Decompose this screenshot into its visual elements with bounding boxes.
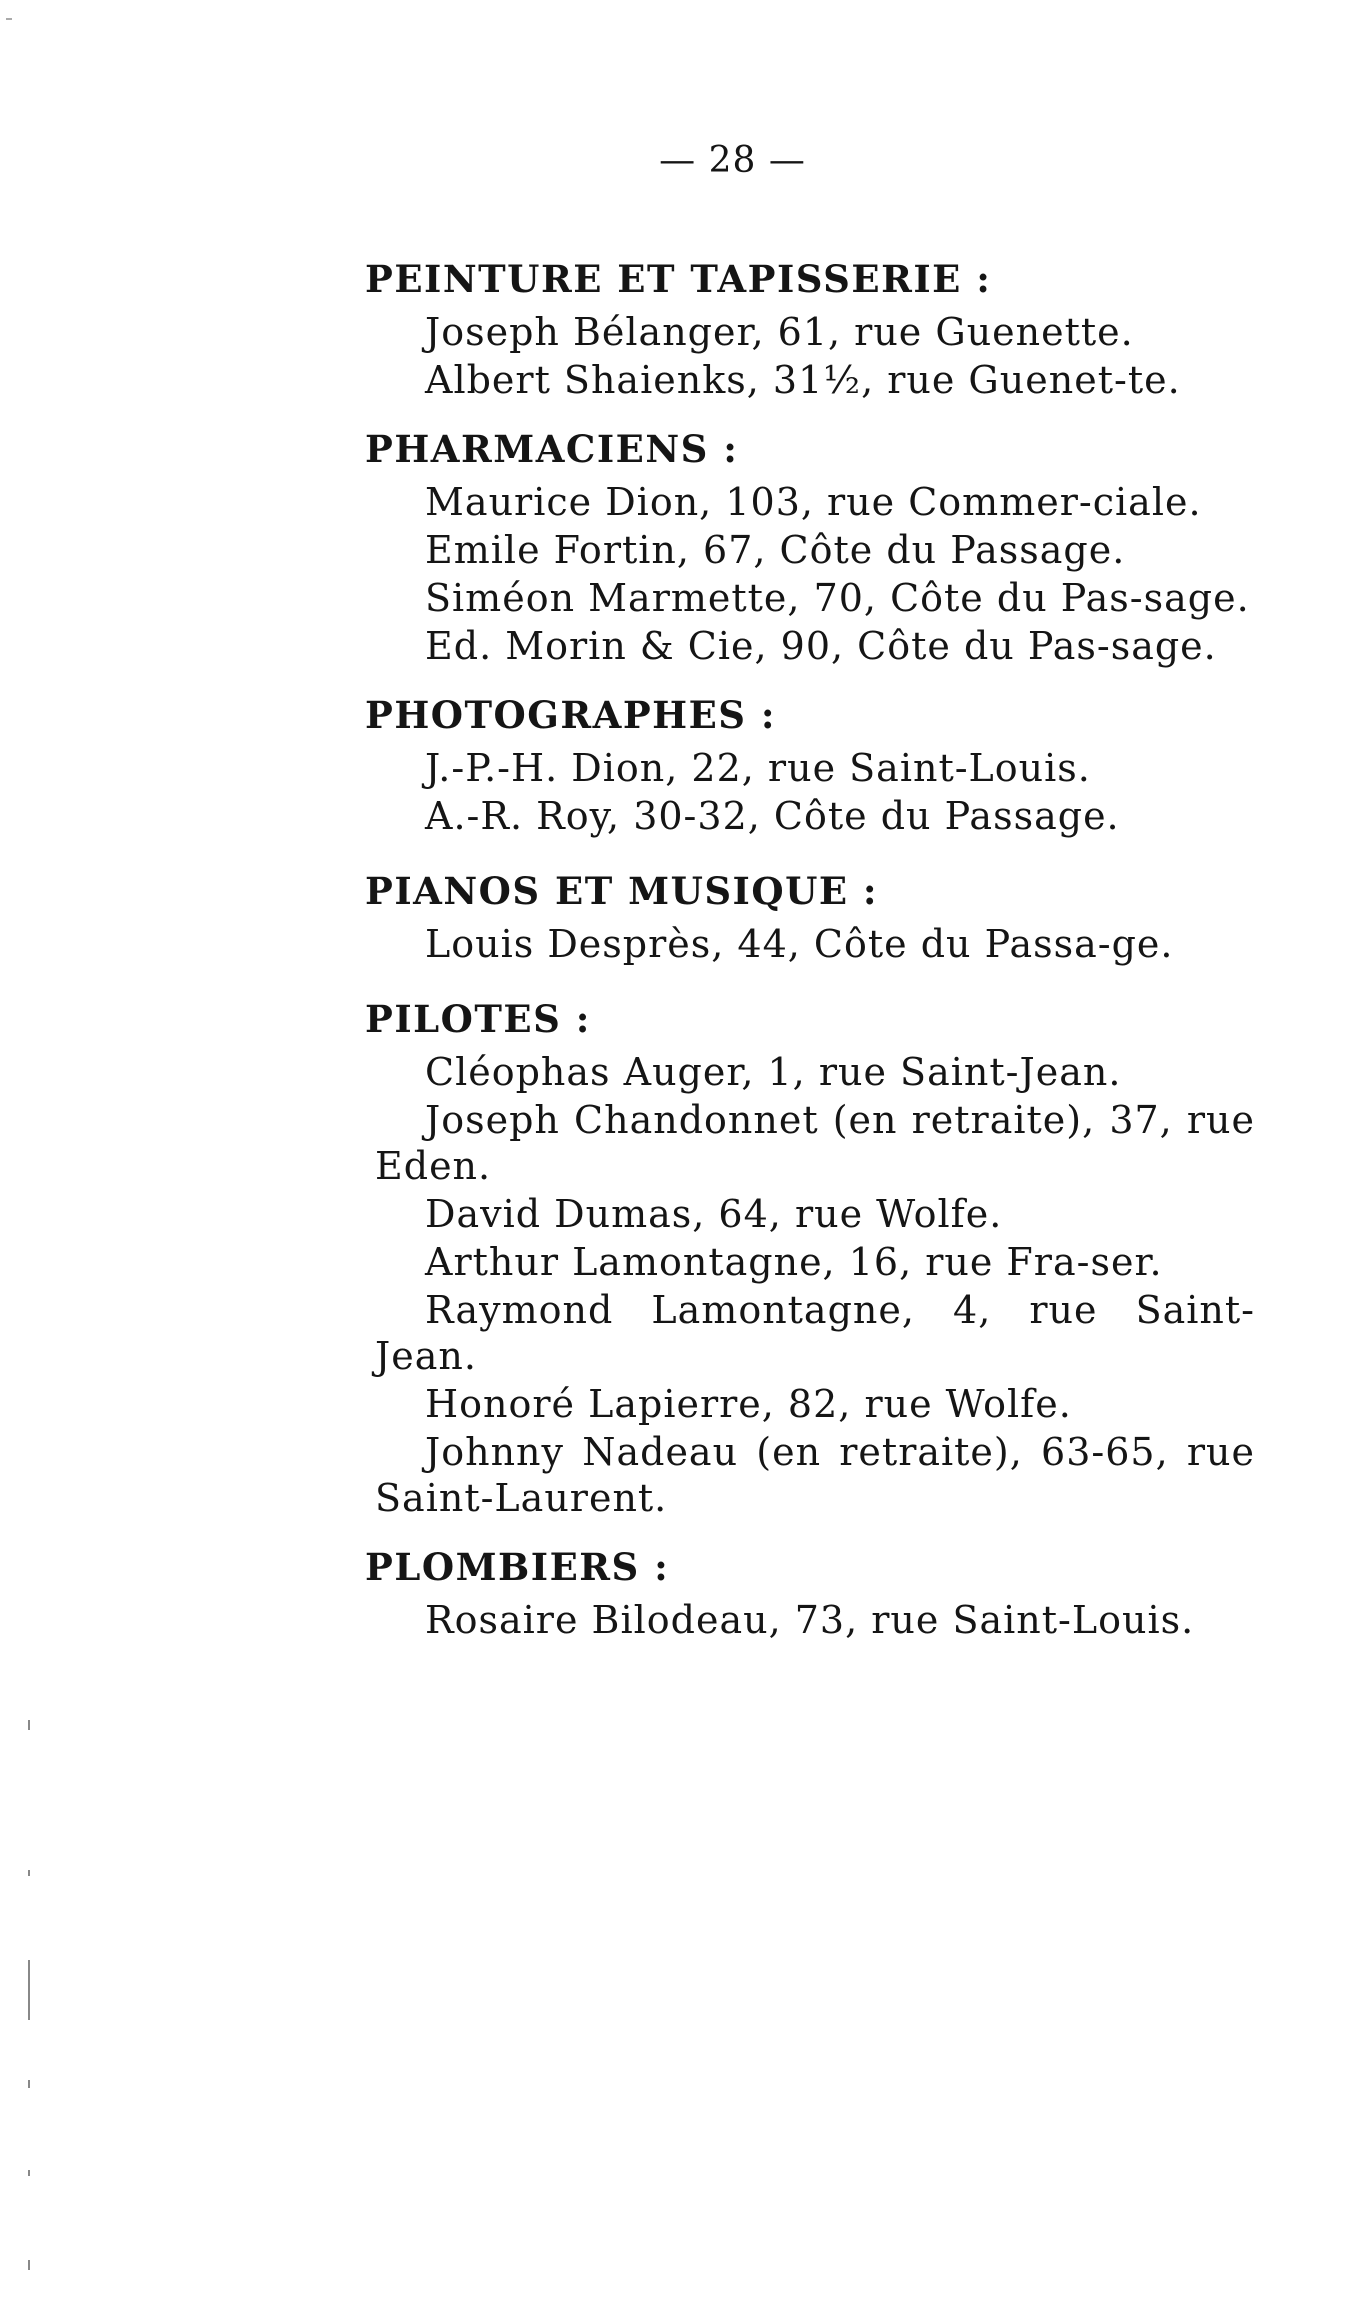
scan-artifact [28, 2260, 30, 2270]
section-pharmaciens [365, 425, 1255, 669]
directory-listing [365, 255, 1255, 1645]
binding-edge-marks [28, 1720, 38, 2280]
directory-entry: Cléophas Auger, 1, rue Saint-Jean. [425, 1050, 1122, 1094]
scan-artifact [28, 1720, 30, 1730]
section-heading: PLOMBIERS : [365, 1545, 670, 1589]
directory-entry: Louis Desprès, 44, Côte du Passa-ge. [425, 922, 1174, 966]
directory-entry: Johnny Nadeau (en retraite), 63-65, rue Saint-Laurent. [375, 1430, 1255, 1520]
directory-entry: J.-P.-H. Dion, 22, rue Saint-Louis. [425, 746, 1091, 790]
directory-entry: Joseph Bélanger, 61, rue Guenette. [425, 310, 1134, 354]
directory-entry: Arthur Lamontagne, 16, rue Fra-ser. [425, 1240, 1163, 1284]
scan-artifact [6, 18, 12, 20]
directory-entry: Siméon Marmette, 70, Côte du Pas-sage. [425, 576, 1250, 620]
directory-entry: Raymond Lamontagne, 4, rue Saint-Jean. [375, 1288, 1255, 1378]
scan-artifact [28, 1960, 30, 2020]
scan-artifact [28, 2080, 30, 2088]
section-plombiers [365, 1543, 1255, 1643]
directory-entry: Albert Shaienks, 31½, rue Guenet-te. [425, 358, 1181, 402]
section-pianos [365, 867, 1255, 967]
section-photographes [365, 691, 1255, 839]
section-peinture [365, 255, 1255, 403]
scan-artifact [28, 2170, 30, 2176]
section-heading: PHARMACIENS : [365, 427, 739, 471]
directory-entry: Joseph Chandonnet (en retraite), 37, rue Eden. [375, 1098, 1255, 1188]
directory-entry: Honoré Lapierre, 82, rue Wolfe. [425, 1382, 1072, 1426]
page-number: — 28 — [659, 140, 806, 181]
section-pilotes [365, 995, 1255, 1521]
directory-entry: Ed. Morin & Cie, 90, Côte du Pas-sage. [425, 624, 1217, 668]
section-heading: PIANOS ET MUSIQUE : [365, 869, 879, 913]
directory-entry: David Dumas, 64, rue Wolfe. [425, 1192, 1003, 1236]
section-heading: PEINTURE ET TAPISSERIE : [365, 257, 992, 301]
section-heading: PILOTES : [365, 997, 591, 1041]
directory-entry: Rosaire Bilodeau, 73, rue Saint-Louis. [425, 1598, 1195, 1642]
directory-entry: Maurice Dion, 103, rue Commer-ciale. [425, 480, 1202, 524]
scan-artifact [28, 1870, 30, 1876]
directory-entry: Emile Fortin, 67, Côte du Passage. [425, 528, 1126, 572]
section-heading: PHOTOGRAPHES : [365, 693, 777, 737]
directory-entry: A.-R. Roy, 30-32, Côte du Passage. [425, 794, 1120, 838]
